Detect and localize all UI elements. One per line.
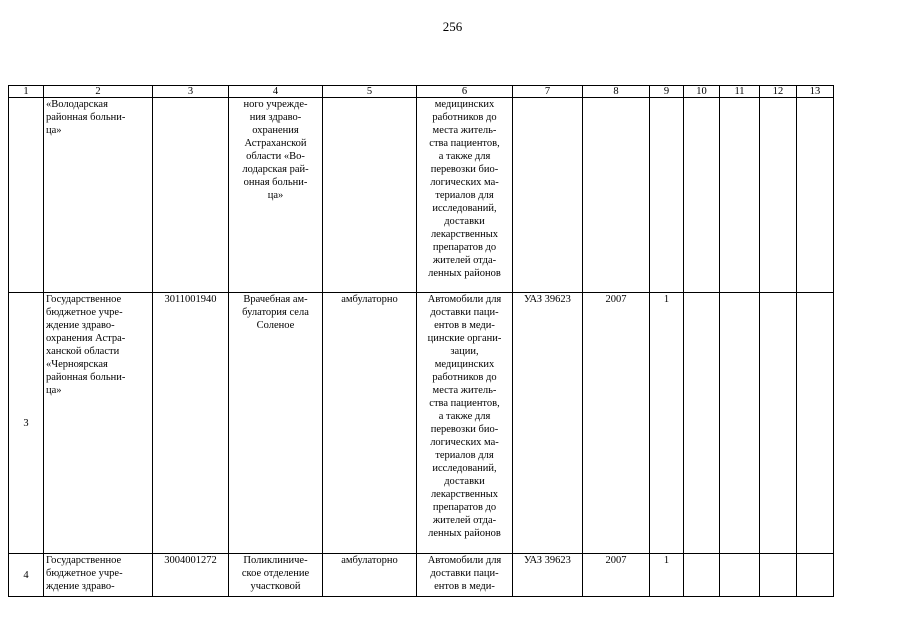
cell-line: бюджетное учре- [46,307,123,318]
page-number: 256 [442,19,463,34]
row-number: 4 [9,554,44,597]
empty-cell [797,98,834,293]
empty-cell [797,293,834,554]
year-cell: 2007 [583,293,650,554]
care-type-cell: амбулаторно [323,293,417,554]
model-cell [513,98,583,293]
column-number: 8 [583,86,650,98]
cell-line: ства пациентов, [429,138,500,149]
cell-line: ждение здраво- [46,581,115,592]
empty-cell [684,554,720,597]
cell-line: охранения [252,125,299,136]
cell-line: ца» [46,125,62,136]
cell-line: Соленое [256,320,295,331]
cell-line: Поликлиниче- [243,555,308,566]
cell-line: онная больни- [243,177,308,188]
cell-line: работников до [432,372,497,383]
cell-line: лекарственных [430,229,499,240]
row-number: 3 [9,293,44,554]
year-cell [583,98,650,293]
cell-line: ентов в меди- [434,581,495,592]
purpose-cell [417,98,513,293]
cell-line: ждение здраво- [46,320,115,331]
column-number: 4 [229,86,323,98]
cell-line: препаратов до [432,242,497,253]
cell-line: исследований, [432,463,497,474]
column-number: 5 [323,86,417,98]
cell-line: доставки [444,216,485,227]
empty-cell [760,554,797,597]
code-cell [153,98,229,293]
cell-line: перевозки био- [430,424,499,435]
column-number: 10 [684,86,720,98]
cell-line: ния здраво- [249,112,302,123]
cell-line: булатория села [242,307,309,318]
cell-line: ца» [46,385,62,396]
column-number: 13 [797,86,834,98]
code-cell: 3011001940 [153,293,229,554]
year-cell: 2007 [583,554,650,597]
cell-line: работников до [432,112,497,123]
column-number-row [9,86,834,98]
cell-line: места житель- [432,385,497,396]
quantity-cell: 1 [650,554,684,597]
cell-line: териалов для [435,450,494,461]
cell-line: цинские органи- [427,333,502,344]
cell-line: районная больни- [46,112,126,123]
cell-line: ское отделение [241,568,310,579]
cell-line: «Черноярская [46,359,108,370]
purpose-cell [417,554,513,597]
cell-line: доставки паци- [430,307,499,318]
empty-cell [720,293,760,554]
column-number: 6 [417,86,513,98]
cell-line: ленных районов [428,268,501,279]
empty-cell [720,554,760,597]
column-number: 11 [720,86,760,98]
empty-cell [760,293,797,554]
row-number [9,98,44,293]
cell-line: перевозки био- [430,164,499,175]
cell-line: логических ма- [430,177,499,188]
cell-line: ентов в меди- [434,320,495,331]
cell-line: Автомобили для [427,294,502,305]
quantity-cell [650,98,684,293]
cell-line: доставки паци- [430,568,499,579]
cell-line: препаратов до [432,502,497,513]
cell-line: Врачебная ам- [243,294,308,305]
cell-line: «Володарская [46,99,108,110]
column-number: 1 [9,86,44,98]
cell-line: ства пациентов, [429,398,500,409]
column-number: 2 [44,86,153,98]
cell-line: Государственное [46,294,122,305]
cell-line: места житель- [432,125,497,136]
unit-cell [229,554,323,597]
cell-line: а также для [438,151,491,162]
table-row [9,554,834,597]
cell-line: териалов для [435,190,494,201]
model-cell: УАЗ 39623 [513,554,583,597]
column-number: 9 [650,86,684,98]
table-row [9,293,834,554]
code-cell: 3004001272 [153,554,229,597]
organization-cell [44,293,153,554]
empty-cell [684,293,720,554]
cell-line: ханской области [46,346,120,357]
care-type-cell [323,98,417,293]
cell-line: Астраханской [244,138,307,149]
cell-line: Государственное [46,555,122,566]
cell-line: исследований, [432,203,497,214]
cell-line: зации, [450,346,479,357]
cell-line: медицинских [434,99,495,110]
column-number: 12 [760,86,797,98]
cell-line: охранения Астра- [46,333,126,344]
organization-cell [44,98,153,293]
cell-line: жителей отда- [432,515,497,526]
cell-line: доставки [444,476,485,487]
empty-cell [684,98,720,293]
cell-line: области «Во- [246,151,305,162]
cell-line: логических ма- [430,437,499,448]
cell-line: участковой [250,581,301,592]
cell-line: районная больни- [46,372,126,383]
cell-line: ного учрежде- [243,99,308,110]
organization-cell [44,554,153,597]
cell-line: жителей отда- [432,255,497,266]
column-number: 7 [513,86,583,98]
cell-line: Автомобили для [427,555,502,566]
empty-cell [760,98,797,293]
purpose-cell [417,293,513,554]
cell-line: а также для [438,411,491,422]
table-row [9,98,834,293]
unit-cell [229,98,323,293]
unit-cell [229,293,323,554]
column-number: 3 [153,86,229,98]
cell-line: лекарственных [430,489,499,500]
model-cell: УАЗ 39623 [513,293,583,554]
care-type-cell: амбулаторно [323,554,417,597]
cell-line: ленных районов [428,528,501,539]
vehicle-table [8,85,834,597]
empty-cell [720,98,760,293]
quantity-cell: 1 [650,293,684,554]
cell-line: бюджетное учре- [46,568,123,579]
cell-line: лодарская рай- [242,164,309,175]
cell-line: ца» [267,190,284,201]
empty-cell [797,554,834,597]
cell-line: медицинских [434,359,495,370]
